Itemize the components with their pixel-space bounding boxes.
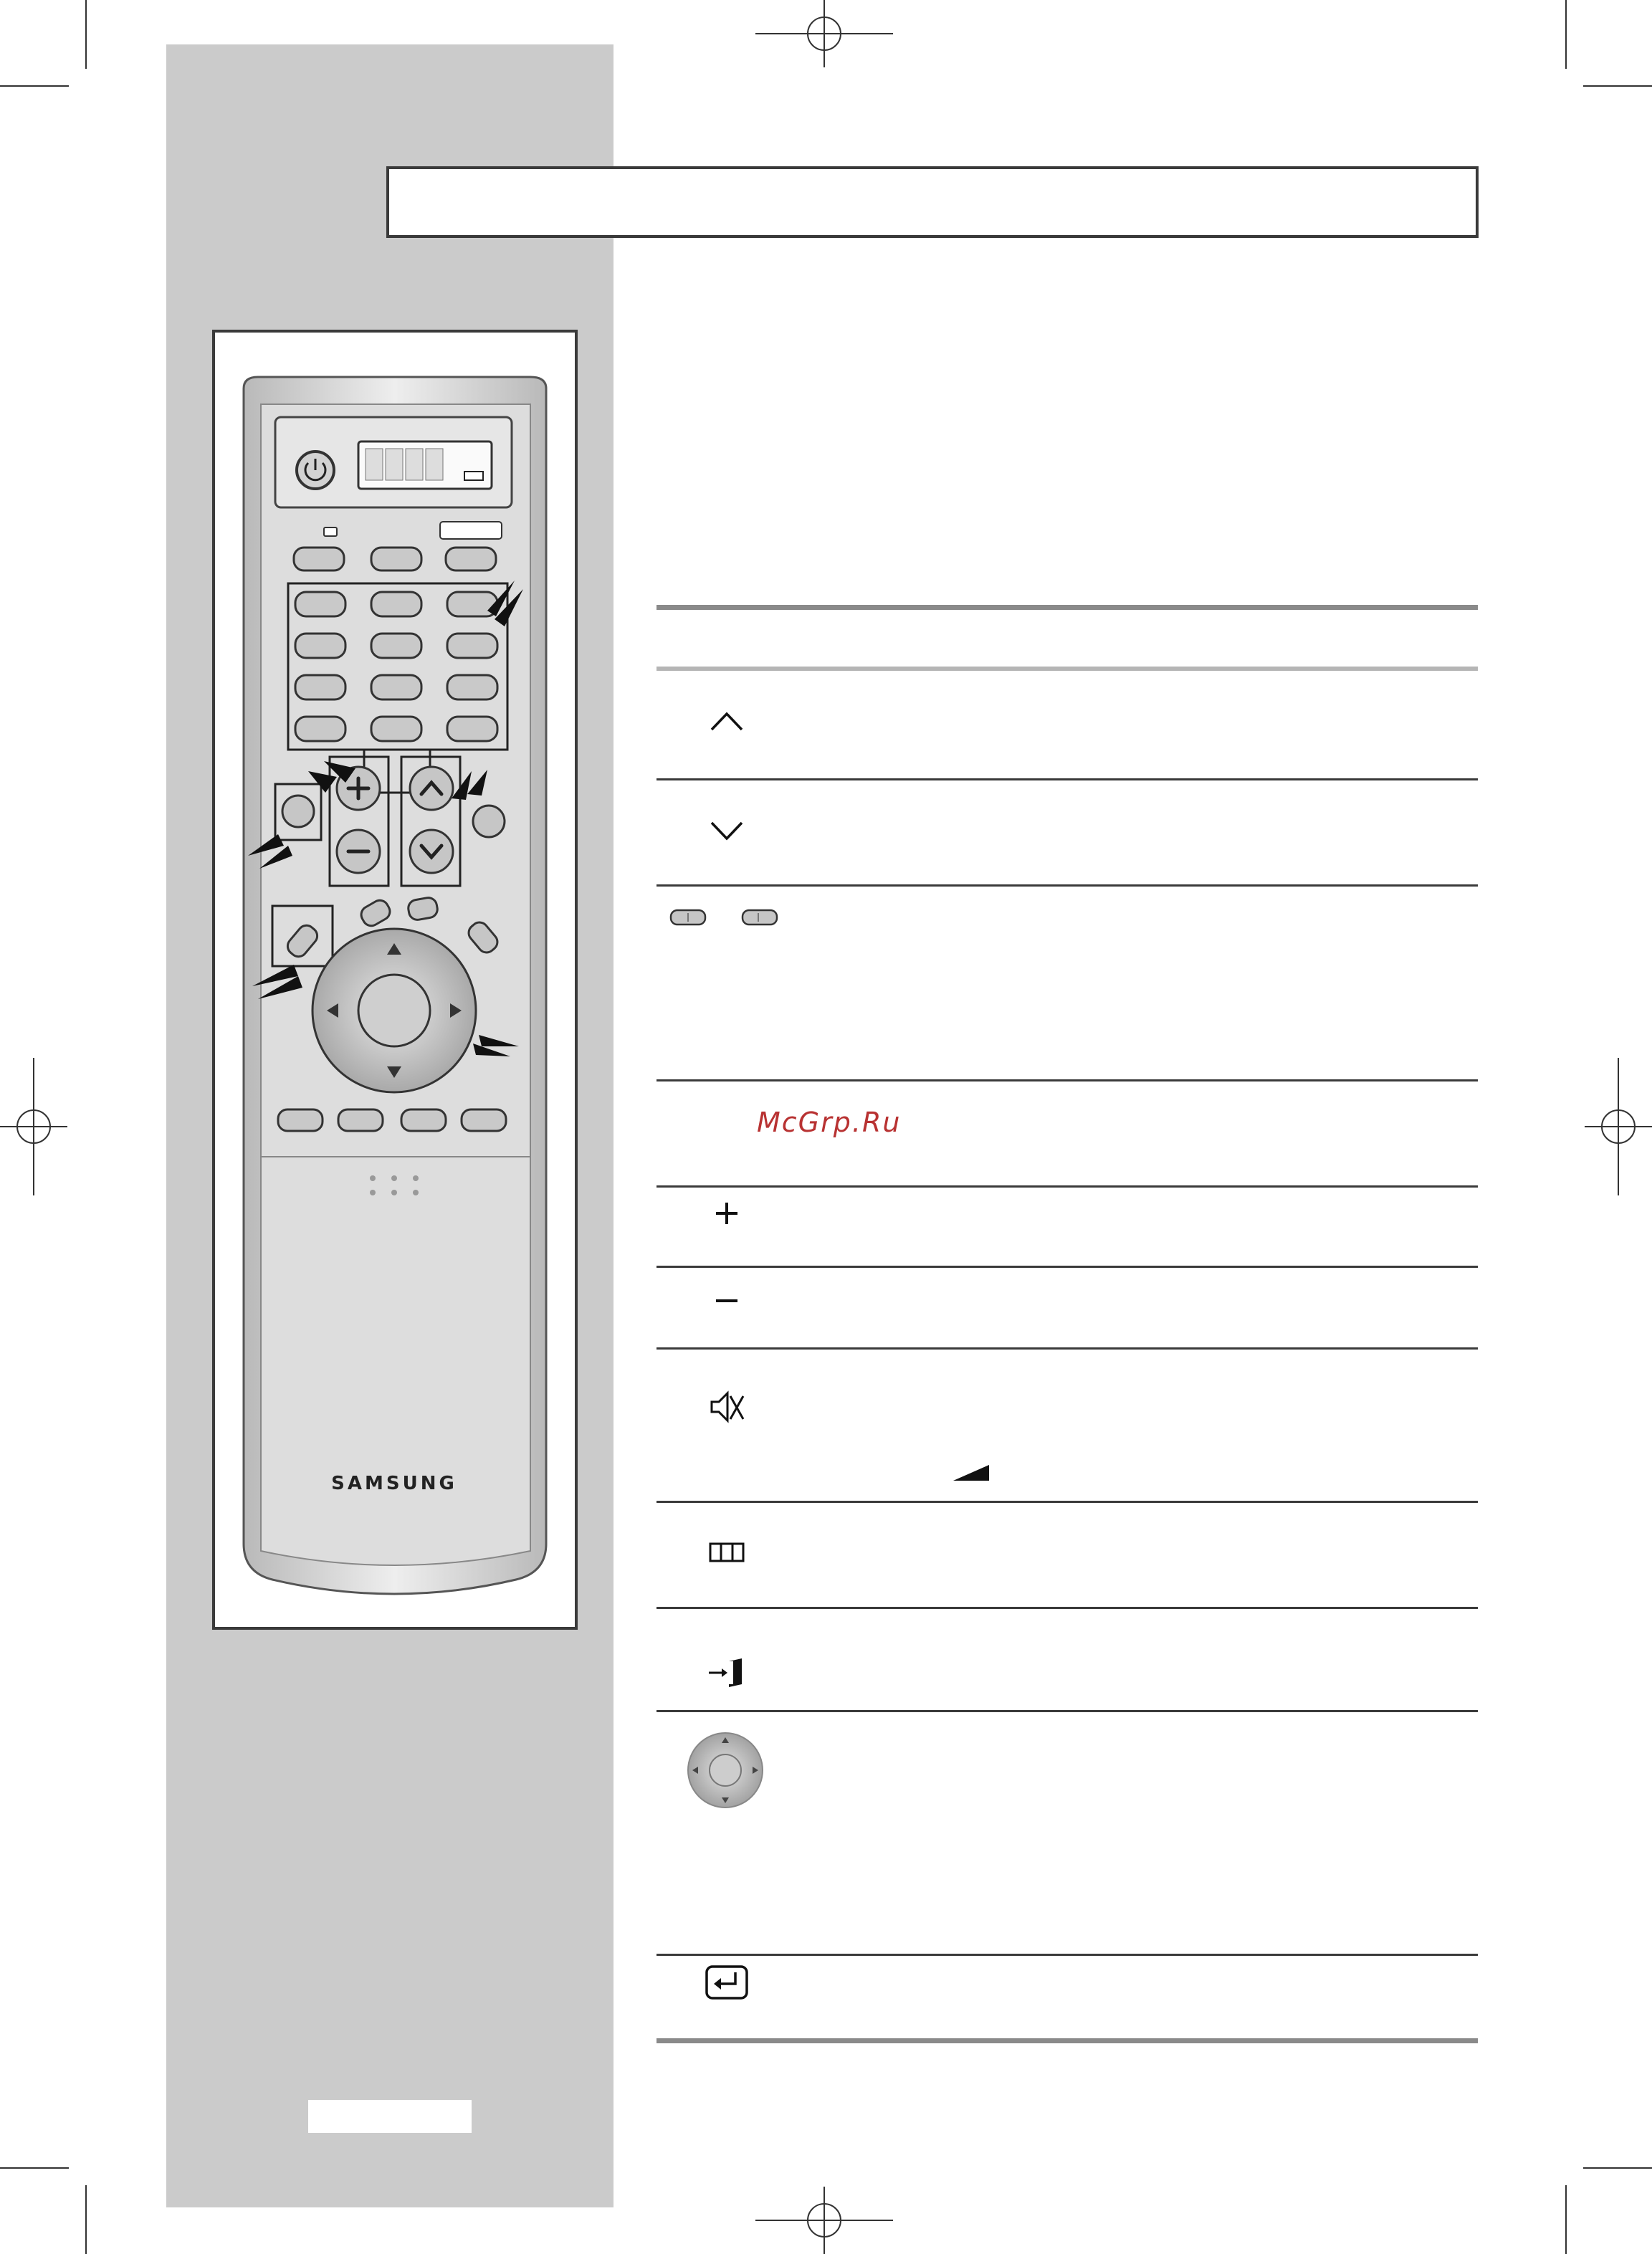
watermark: McGrp.Ru [757, 1107, 902, 1138]
teletext-icon [706, 1531, 748, 1572]
enter-icon [704, 1964, 750, 2001]
row-divider [656, 884, 1478, 887]
source-input-icon [706, 1651, 748, 1693]
remote-control-illustration [215, 333, 575, 1627]
volume-down-icon [706, 1280, 748, 1322]
volume-bar-icon [952, 1462, 992, 1484]
row-divider [656, 1710, 1478, 1712]
table-bottom-rule [656, 2038, 1478, 2043]
page-number-box [308, 2100, 472, 2133]
table-header-rule [656, 667, 1478, 671]
row-divider [656, 1079, 1478, 1081]
channel-up-icon [706, 702, 748, 744]
numeric-buttons-icon [668, 904, 783, 930]
row-divider [656, 1185, 1478, 1188]
row-divider [656, 1347, 1478, 1350]
row-divider [656, 1607, 1478, 1609]
channel-up-button[interactable] [410, 767, 453, 810]
brand-logo: SAMSUNG [331, 1473, 457, 1494]
remote-illustration-frame [212, 330, 578, 1630]
row-divider [656, 1954, 1478, 1956]
volume-up-icon [706, 1193, 748, 1234]
channel-down-icon [706, 810, 748, 851]
mute-button[interactable] [282, 796, 314, 827]
enter-button[interactable] [358, 975, 430, 1046]
row-divider [656, 1266, 1478, 1268]
table-top-rule [656, 605, 1478, 610]
page-title-box [386, 166, 1479, 238]
joystick-icon [685, 1730, 765, 1810]
row-divider [656, 778, 1478, 780]
channel-down-button[interactable] [410, 830, 453, 873]
mute-icon [706, 1386, 748, 1428]
source-button[interactable] [473, 806, 505, 837]
row-divider [656, 1501, 1478, 1503]
